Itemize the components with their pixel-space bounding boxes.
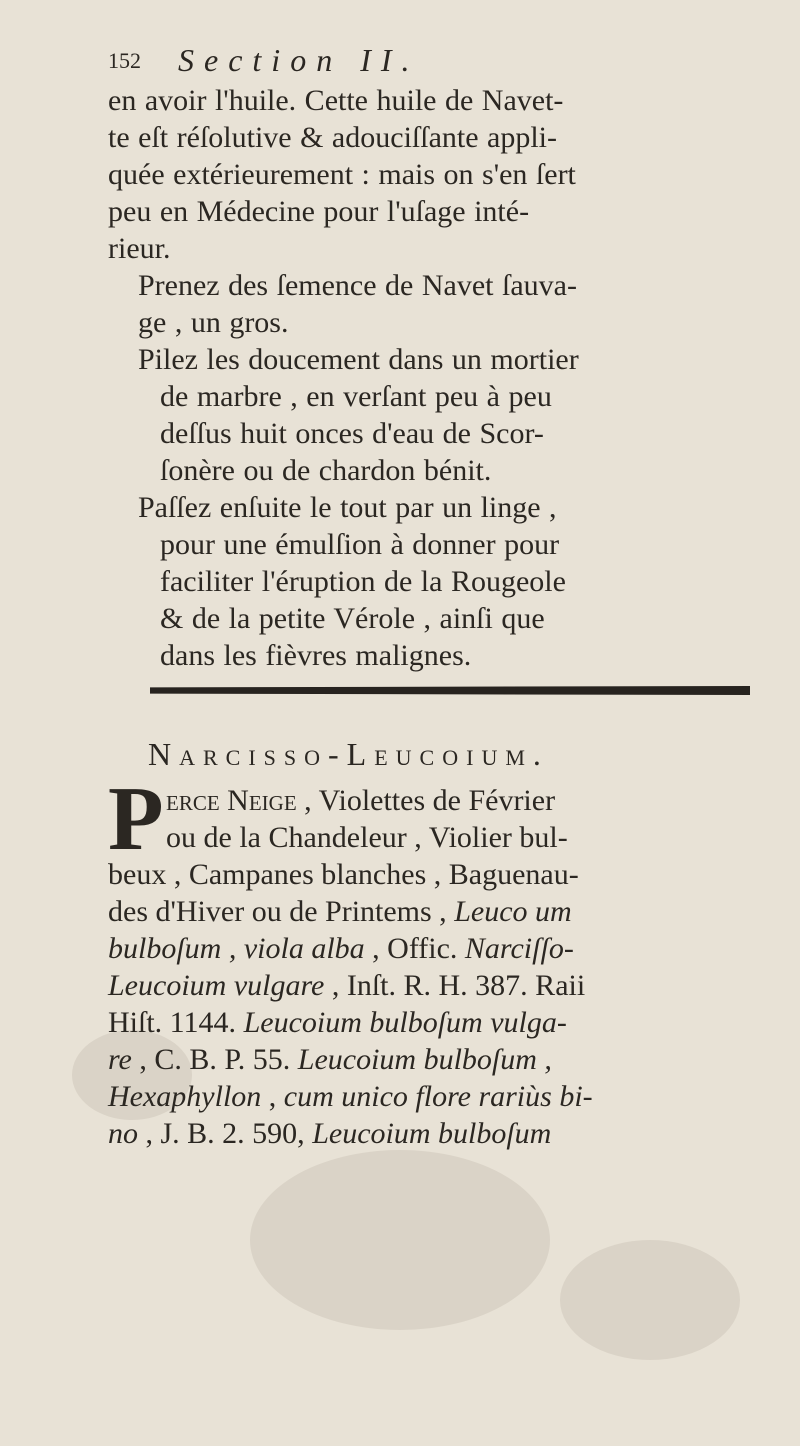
paper-stain bbox=[560, 1240, 740, 1360]
article-line bbox=[108, 1115, 768, 1152]
article-line bbox=[108, 1078, 768, 1115]
body-line: ge , un gros. bbox=[138, 306, 289, 339]
body-line: ſonère ou de chardon bénit. bbox=[160, 454, 492, 487]
body-line: peu en Médecine pour l'uſage inté- bbox=[108, 195, 530, 228]
article-line-part: des d'Hiver ou de Printems , bbox=[108, 895, 455, 928]
article-line-part: cum unico flore rariùs bi- bbox=[283, 1080, 593, 1113]
page-number: 152 bbox=[108, 48, 141, 73]
article-line-part: , C. B. P. 55. bbox=[131, 1043, 298, 1076]
body-line: en avoir l'huile. Cette huile de Navet- bbox=[108, 84, 564, 117]
article-line-part: Leucoium vulgare bbox=[108, 969, 325, 1002]
article-line-part: re bbox=[108, 1043, 132, 1076]
article-line-part: , Inſt. R. H. 387. Raii bbox=[324, 969, 586, 1002]
body-line: Paſſez enſuite le tout par un linge , bbox=[138, 491, 557, 524]
article-line bbox=[108, 782, 768, 819]
article-line-part: Leucoium bulboſum , bbox=[297, 1043, 552, 1076]
article-line: beux , Campanes blanches , Baguenau- bbox=[108, 858, 579, 891]
section-divider-rule bbox=[150, 686, 750, 695]
article-line bbox=[108, 893, 768, 930]
body-line: faciliter l'éruption de la Rougeole bbox=[160, 565, 566, 598]
running-head bbox=[108, 42, 708, 82]
body-line: te eſt réſolutive & adouciſſante appli- bbox=[108, 121, 558, 154]
body-line: Pilez les doucement dans un mortier bbox=[138, 343, 579, 376]
article-line-part: no bbox=[108, 1117, 138, 1150]
body-line: Prenez des ſemence de Navet ſauva- bbox=[138, 269, 577, 302]
body-line: de marbre , en verſant peu à peu bbox=[160, 380, 552, 413]
body-line: pour une émulſion à donner pour bbox=[160, 528, 560, 561]
body-text bbox=[108, 82, 753, 674]
body-line: dans les fièvres malignes. bbox=[160, 639, 472, 672]
body-line: rieur. bbox=[108, 232, 171, 265]
body-line: deſſus huit onces d'eau de Scor- bbox=[160, 417, 544, 450]
article-line-part: Narciſſo- bbox=[464, 932, 574, 965]
body-line: & de la petite Vérole , ainſi que bbox=[160, 602, 545, 635]
article-line-part: Hiſt. 1144. bbox=[108, 1006, 244, 1039]
article-line-part: Leucoium bulboſum vulga- bbox=[243, 1006, 567, 1039]
article-line-part: Hexaphyllon bbox=[108, 1080, 262, 1113]
article-line bbox=[108, 967, 768, 1004]
article-line-part: Leucoium bulboſum bbox=[312, 1117, 552, 1150]
drop-cap: P bbox=[108, 768, 164, 869]
article-line bbox=[108, 1041, 768, 1078]
body-line: quée extérieurement : mais on s'en ſert bbox=[108, 158, 576, 191]
paper-stain bbox=[250, 1150, 550, 1330]
section-title: Section II. bbox=[178, 42, 420, 78]
article-line bbox=[108, 930, 768, 967]
article-heading: Narcisso-Leucoium. bbox=[148, 736, 549, 772]
article-text bbox=[108, 768, 768, 1152]
article-line-part: , Violettes de Février bbox=[296, 784, 556, 817]
article-line-part: , Offic. bbox=[364, 932, 465, 965]
article-line-part: bulboſum , viola alba bbox=[108, 932, 365, 965]
article-line-part: , J. B. 2. 590, bbox=[138, 1117, 313, 1150]
article-line-part: , bbox=[261, 1080, 284, 1113]
article-line: ou de la Chandeleur , Violier bul- bbox=[166, 821, 568, 854]
article-line-part: erce Neige bbox=[166, 784, 297, 817]
article-line-part: Leuco um bbox=[454, 895, 572, 928]
article-line bbox=[108, 1004, 768, 1041]
